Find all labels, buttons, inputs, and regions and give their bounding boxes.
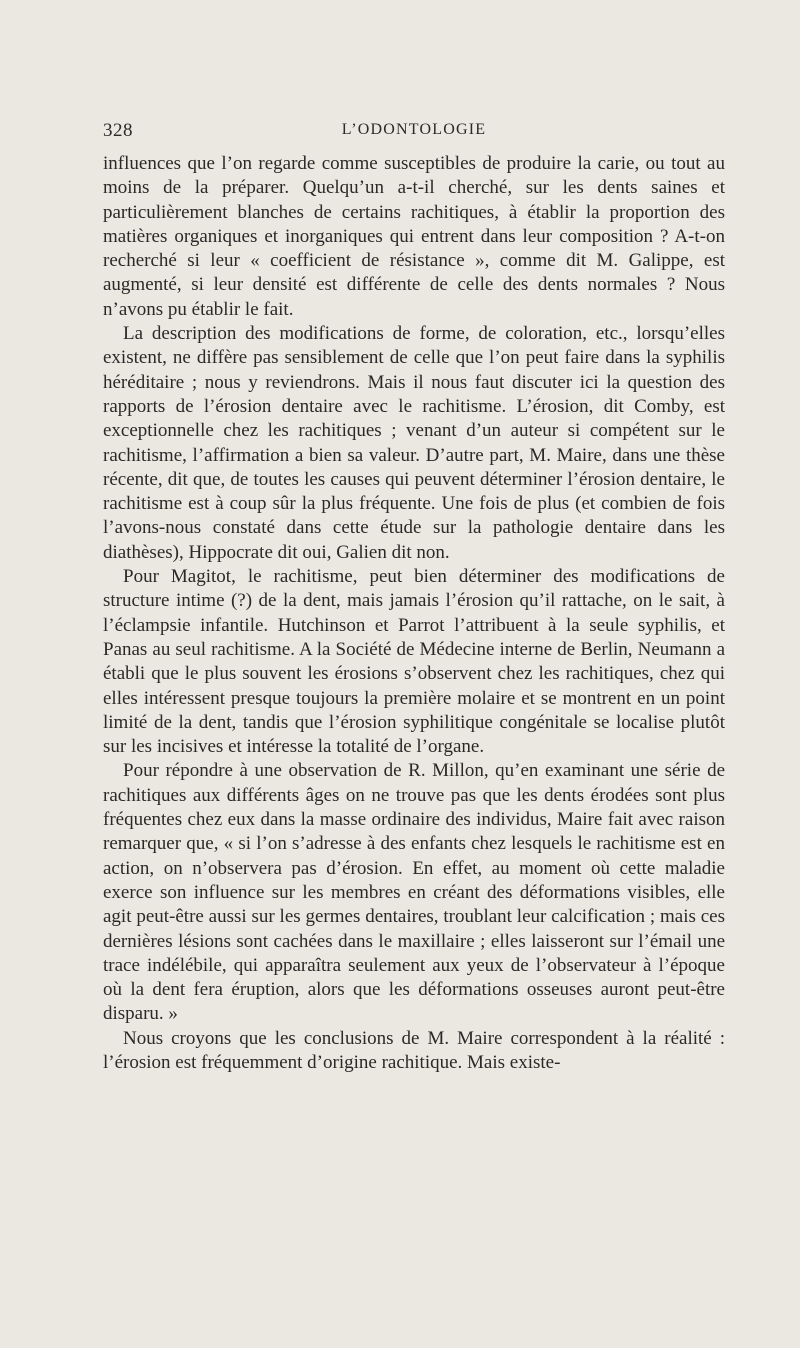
running-title: L’ODONTOLOGIE xyxy=(341,121,487,138)
body-text xyxy=(103,152,725,1075)
paragraph-5: Nous croyons que les conclusions de M. Maire correspondent à la réalité : l’érosion est fréquemment d’origine rachitique. Mais existe- xyxy=(103,1027,725,1073)
paragraph-4: Pour répondre à une observation de R. Millon, qu’en examinant une série de rachitiques aux différents âges on ne trouve pas que les dents érodées sont plus fréquentes chez eux dans la masse ordinaire des individus, Maire fait avec raison remarquer que, « si l’on s’adresse à des enfants chez lesquels le rachitisme est en action, on n’observera pas d’érosion. En effet, au moment où cette maladie exerce son influence sur les membres en créant des déformations visibles, elle agit peut-être aussi sur les germes dentaires, troublant leur calcification ; mais ces dernières lésions sont cachées dans le maxillaire ; elles laisseront sur l’émail une trace indélébile, qui apparaîtra seulement aux yeux de l’observateur à l’époque où la dent fera éruption, alors que les déformations osseuses auront peut-être disparu. » xyxy=(103,760,725,1025)
paragraph-1: influences que l’on regarde comme susceptibles de produire la carie, ou tout au moins de la préparer. Quelqu’un a-t-il cherché, sur les dents saines et particulièrement blanches de certains rachitiques, à établir la proportion des matières organiques et inorganiques qui entrent dans leur composition ? A-t-on recherché si leur « coefficient de résistance », comme dit M. Galippe, est augmenté, si leur densité est différente de celle des dents normales ? Nous n’avons pu établir le fait. xyxy=(103,153,725,320)
paragraph-2: La description des modifications de forme, de coloration, etc., lorsqu’elles existent, ne diffère pas sensiblement de celle que l’on peut faire dans la syphilis héréditaire ; nous y reviendrons. Mais il nous faut discuter ici la question des rapports de l’érosion dentaire avec le rachitisme. L’érosion, dit Comby, est exceptionnelle chez les rachitiques ; venant d’un auteur si compétent sur le rachitisme, l’affirmation a bien sa valeur. D’autre part, M. Maire, dans une thèse récente, dit que, de toutes les causes qui peuvent déterminer l’érosion dentaire, le rachitisme est à coup sûr la plus fréquente. Une fois de plus (et combien de fois l’avons-nous constaté dans cette étude sur la pathologie dentaire dans les diathèses), Hippocrate dit oui, Galien dit non. xyxy=(103,323,725,563)
paragraph-3: Pour Magitot, le rachitisme, peut bien déterminer des modifications de structure intime (?) de la dent, mais jamais l’érosion qu’il rattache, on le sait, à l’éclampsie infantile. Hutchinson et Parrot l’attribuent à la seule syphilis, et Panas au seul rachitisme. A la Société de Médecine interne de Berlin, Neumann a établi que le plus souvent les érosions s’observent chez les rachitiques, chez qui elles intéressent presque toujours la première molaire et se montrent en un point limité de la dent, tandis que l’érosion syphilitique congénitale se localise plutôt sur les incisives et intéresse la totalité de l’organe. xyxy=(103,566,725,758)
page-number: 328 xyxy=(103,120,133,141)
page-header xyxy=(103,120,725,148)
